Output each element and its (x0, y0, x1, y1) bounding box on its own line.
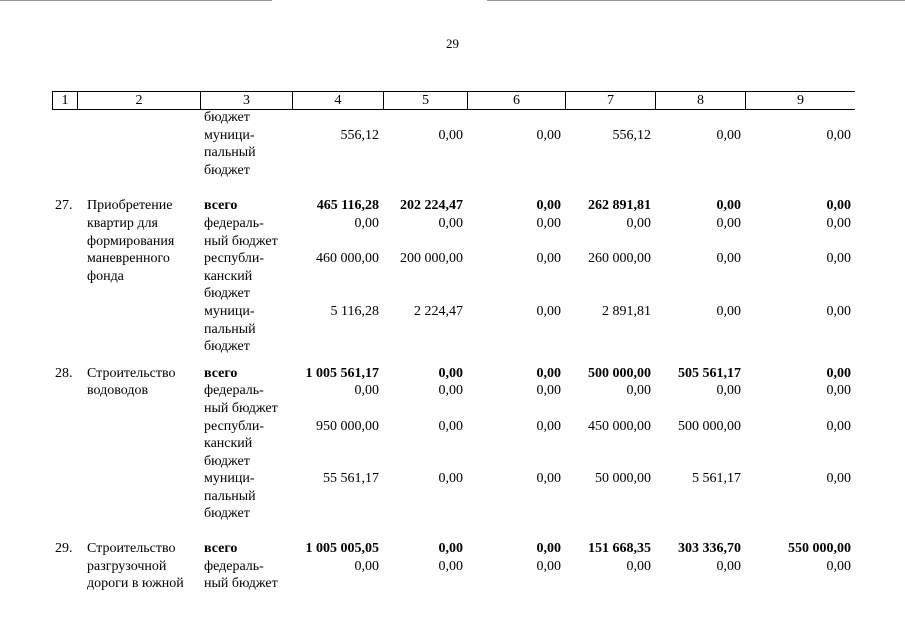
value-cell-col5: 0,00 (438, 471, 463, 487)
value-cell-col5: 0,00 (438, 127, 463, 143)
value-cell-col6: 0,00 (536, 471, 561, 487)
header-cell-2: 2 (77, 92, 200, 109)
table-body (52, 109, 855, 593)
budget-entry (200, 418, 855, 471)
row-title (77, 109, 200, 179)
value-cell-col7 (565, 109, 655, 127)
header-cell-1: 1 (52, 92, 77, 109)
value-cell-col7: 556,12 (612, 127, 651, 143)
budget-source-line: бюджет (204, 506, 250, 522)
budget-source-line: республи- (204, 418, 264, 434)
table-header (52, 91, 855, 110)
value-cell-col4: 55 561,17 (323, 471, 379, 487)
value-cell-col4: 1 005 561,17 (305, 365, 379, 381)
budget-source (200, 382, 292, 417)
value-cell-col5: 0,00 (438, 383, 463, 399)
budget-source (200, 250, 292, 303)
row-title-line: формирования (87, 233, 175, 249)
value-cell-col5: 202 224,47 (400, 198, 463, 214)
budget-source-line: канский (204, 268, 253, 284)
value-cell-col6: 0,00 (536, 251, 561, 267)
value-cell-col7: 50 000,00 (595, 471, 651, 487)
value-cell-col9 (745, 109, 855, 127)
value-cell-col8: 0,00 (716, 383, 741, 399)
budget-source-line: муници- (204, 303, 255, 319)
value-cell-col9: 0,00 (826, 418, 851, 434)
budget-source-line: пальный (204, 488, 256, 504)
budget-entry (200, 382, 855, 417)
row-title-line: фонда (87, 268, 124, 284)
budget-source-line: пальный (204, 321, 256, 337)
table-row (52, 365, 855, 523)
value-cell-col8: 0,00 (716, 215, 741, 231)
value-cell-col8 (655, 109, 745, 127)
budget-source-line: бюджет (204, 339, 250, 355)
value-cell-col9: 0,00 (826, 198, 851, 214)
budget-entry (200, 197, 855, 215)
value-cell-col5: 0,00 (438, 365, 463, 381)
row-title-line: Строительство (87, 365, 176, 381)
value-cell-col4: 460 000,00 (316, 251, 379, 267)
value-cell-col6: 0,00 (536, 541, 561, 557)
budget-source-line: пальный (204, 145, 256, 161)
budget-source-line: всего (204, 198, 238, 214)
value-cell-col6: 0,00 (536, 418, 561, 434)
value-cell-col4: 5 116,28 (330, 303, 379, 319)
table-row (52, 197, 855, 355)
budget-source-line: бюджет (204, 110, 250, 125)
value-cell-col8: 505 561,17 (678, 365, 741, 381)
header-cell-8: 8 (655, 92, 745, 109)
value-cell-col6: 0,00 (536, 198, 561, 214)
value-cell-col5 (383, 109, 467, 127)
value-cell-col8: 0,00 (716, 303, 741, 319)
budget-source-line: федераль- (204, 558, 264, 574)
row-title-line: водоводов (87, 383, 149, 399)
value-cell-col7: 0,00 (626, 558, 651, 574)
value-cell-col8: 0,00 (716, 251, 741, 267)
value-cell-col8: 0,00 (716, 127, 741, 143)
budget-entry (200, 365, 855, 383)
value-cell-col9: 0,00 (826, 127, 851, 143)
value-cell-col5: 2 224,47 (414, 303, 463, 319)
table-row (52, 540, 855, 593)
budget-source (200, 109, 292, 127)
budget-source-line: ный бюджет (204, 233, 278, 249)
value-cell-col8: 500 000,00 (678, 418, 741, 434)
value-cell-col6: 0,00 (536, 558, 561, 574)
value-cell-col8: 5 561,17 (692, 471, 741, 487)
row-title-line: разгрузочной (87, 558, 167, 574)
budget-source-line: бюджет (204, 453, 250, 469)
value-cell-col4: 465 116,28 (316, 198, 379, 214)
budget-entries (200, 540, 855, 593)
budget-source-line: всего (204, 365, 238, 381)
budget-entries (200, 197, 855, 355)
budget-source (200, 215, 292, 250)
budget-source (200, 127, 292, 180)
header-cell-6: 6 (467, 92, 565, 109)
value-cell-col7: 450 000,00 (588, 418, 651, 434)
value-cell-col9: 0,00 (826, 558, 851, 574)
value-cell-col6: 0,00 (536, 365, 561, 381)
budget-entry (200, 109, 855, 127)
value-cell-col6: 0,00 (536, 303, 561, 319)
budget-source-line: всего (204, 541, 238, 557)
budget-source-line: муници- (204, 127, 255, 143)
value-cell-col4 (292, 109, 383, 127)
row-title-line: дороги в южной (87, 576, 184, 592)
budget-entries (200, 365, 855, 523)
value-cell-col8: 0,00 (716, 198, 741, 214)
row-title-line: квартир для (87, 215, 158, 231)
row-title (77, 540, 200, 593)
value-cell-col9: 0,00 (826, 303, 851, 319)
header-cell-9: 9 (745, 92, 855, 109)
row-number: 28. (55, 365, 73, 381)
budget-source (200, 540, 292, 558)
budget-source (200, 365, 292, 383)
value-cell-col4: 556,12 (340, 127, 379, 143)
value-cell-col9: 0,00 (826, 365, 851, 381)
value-cell-col5: 200 000,00 (400, 251, 463, 267)
budget-source-line: республи- (204, 251, 264, 267)
budget-source (200, 418, 292, 471)
budget-source-line: муници- (204, 471, 255, 487)
value-cell-col4: 0,00 (354, 558, 379, 574)
header-cell-3: 3 (200, 92, 292, 109)
table-row (52, 109, 855, 179)
value-cell-col5: 0,00 (438, 418, 463, 434)
budget-entry (200, 558, 855, 593)
budget-source-line: ный бюджет (204, 400, 278, 416)
value-cell-col6 (467, 109, 565, 127)
value-cell-col7: 260 000,00 (588, 251, 651, 267)
budget-source-line: федераль- (204, 215, 264, 231)
row-title (77, 197, 200, 355)
budget-entry (200, 470, 855, 523)
value-cell-col7: 262 891,81 (588, 198, 651, 214)
row-title-line: маневренного (87, 251, 170, 267)
budget-entries (200, 109, 855, 179)
value-cell-col7: 500 000,00 (588, 365, 651, 381)
value-cell-col4: 1 005 005,05 (305, 541, 379, 557)
budget-source (200, 470, 292, 523)
budget-source-line: бюджет (204, 162, 250, 178)
value-cell-col8: 303 336,70 (678, 541, 741, 557)
budget-source-line: канский (204, 436, 253, 452)
budget-source (200, 558, 292, 593)
budget-entry (200, 540, 855, 558)
header-cell-4: 4 (292, 92, 383, 109)
value-cell-col6: 0,00 (536, 383, 561, 399)
page-number: 29 (446, 36, 459, 51)
row-title-line: Приобретение (87, 198, 173, 214)
value-cell-col7: 0,00 (626, 215, 651, 231)
budget-source-line: бюджет (204, 286, 250, 302)
value-cell-col8: 0,00 (716, 558, 741, 574)
value-cell-col6: 0,00 (536, 127, 561, 143)
value-cell-col4: 950 000,00 (316, 418, 379, 434)
row-number: 27. (55, 198, 73, 214)
budget-source (200, 303, 292, 356)
value-cell-col4: 0,00 (354, 383, 379, 399)
value-cell-col9: 0,00 (826, 251, 851, 267)
budget-entry (200, 127, 855, 180)
header-cell-5: 5 (383, 92, 467, 109)
scan-edge-right (487, 0, 905, 1)
value-cell-col5: 0,00 (438, 558, 463, 574)
budget-entry (200, 250, 855, 303)
row-title (77, 365, 200, 523)
value-cell-col7: 2 891,81 (602, 303, 651, 319)
budget-source-line: федераль- (204, 383, 264, 399)
value-cell-col9: 0,00 (826, 471, 851, 487)
value-cell-col4: 0,00 (354, 215, 379, 231)
budget-entry (200, 215, 855, 250)
value-cell-col5: 0,00 (438, 215, 463, 231)
value-cell-col5: 0,00 (438, 541, 463, 557)
header-cell-7: 7 (565, 92, 655, 109)
budget-source (200, 197, 292, 215)
row-number: 29. (55, 541, 73, 557)
budget-source-line: ный бюджет (204, 576, 278, 592)
value-cell-col9: 550 000,00 (788, 541, 851, 557)
value-cell-col7: 151 668,35 (588, 541, 651, 557)
row-number (52, 109, 77, 179)
value-cell-col9: 0,00 (826, 215, 851, 231)
scan-edge-left (0, 0, 272, 1)
value-cell-col6: 0,00 (536, 215, 561, 231)
value-cell-col9: 0,00 (826, 383, 851, 399)
budget-entry (200, 303, 855, 356)
row-title-line: Строительство (87, 541, 176, 557)
value-cell-col7: 0,00 (626, 383, 651, 399)
